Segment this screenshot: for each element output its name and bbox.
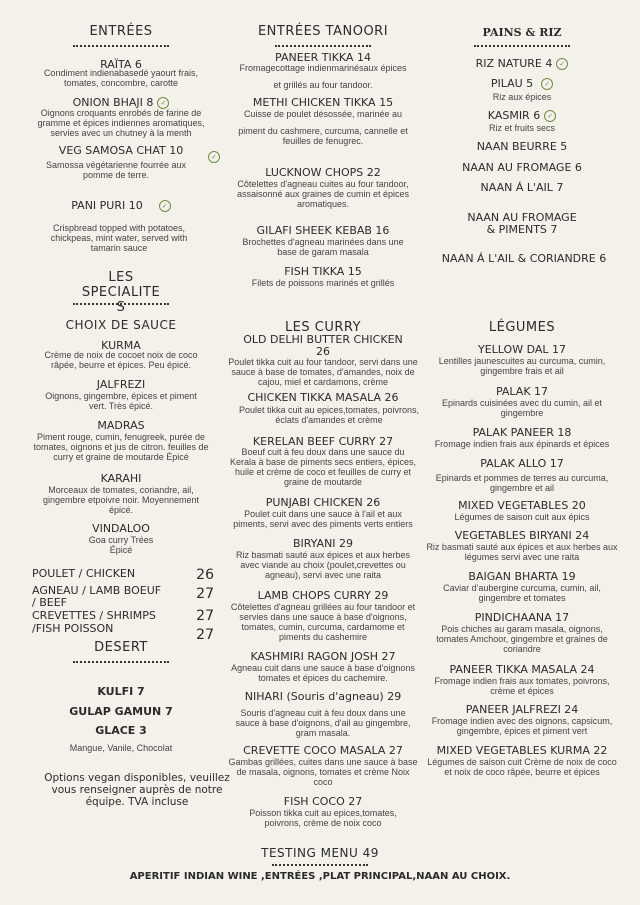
menu-item-desc: Poulet tikka cuit au epices,tomates, poivrons, éclats d'amandes et crème: [238, 405, 420, 425]
leaf-icon: ✓: [159, 200, 171, 212]
sauce-desc: Oignons, gingembre, épices et piment vert. Très épicé.: [45, 391, 197, 411]
sauce-desc: Morceaux de tomates, coriandre, ail, gingembre etpoivre noir. Moyennement épicé.: [42, 485, 200, 515]
menu-item-desc: Fromagecottage indienmarinésaux épices: [239, 63, 407, 73]
menu-item-desc: Côtelettes d'agneau cuites au four tandoor, assaisonné aux graines de cumin et épices aromatiques.: [236, 179, 410, 209]
menu-item-desc: Condiment indienabasedé yaourt frais, tomates, concombre, carotte: [43, 68, 199, 88]
menu-item-onion-bhaji: ONION BHAJI 8 ✓: [28, 97, 214, 109]
menu-item-desc: Légumes de saison cuit aux épics: [454, 512, 590, 522]
menu-item-desc: Epinards et pommes de terres au curcuma, gingembre et ail: [435, 473, 609, 493]
menu-item-desc: Côtelettes d'agneau grillées au four tandoor et servies dans une sauce à base d'oignons, tomates, cumin, curcuma, cardamome et piments du cashemire: [230, 602, 416, 642]
menu-item-naan-fromage-piments: NAAN AU FROMAGE & PIMENTS 7: [467, 211, 577, 236]
menu-item-desc: Riz et fruits secs: [488, 123, 555, 133]
menu-item-desc: Riz basmati sauté aux épices et aux herbes aux légumes servi avec une raita: [426, 542, 618, 562]
leaf-icon: ✓: [157, 97, 169, 109]
divider: [73, 661, 169, 663]
menu-item-biryani: BIRYANI 29: [292, 537, 354, 550]
price-value: 27: [196, 586, 214, 602]
menu-item-butter-chicken: OLD DELHI BUTTER CHICKEN 26: [243, 333, 403, 358]
menu-item-naan-beurre: NAAN BEURRE 5: [476, 140, 568, 153]
price-value: 26: [196, 567, 214, 583]
menu-item-kasmir: KASMIR 6 ✓: [432, 110, 612, 122]
menu-item-fish-coco: FISH COCO 27: [283, 795, 363, 808]
menu-item-desc: Agneau cuit dans une sauce à base d'oignons tomates et épices du cachemire.: [231, 663, 415, 683]
vegan-note: Options vegan disponibles, veuillez vous renseigner auprès de notre équipe. TVA incluse: [44, 772, 230, 808]
sauce-desc: Crème de noix de cocoet noix de coco râpée, beurre et épices. Peu épicé.: [44, 350, 198, 370]
menu-item-ragon-josh: KASHMIRI RAGON JOSH 27: [250, 650, 396, 663]
menu-item-desc: Crispbread topped with potatoes, chickpeas, mint water, served with tamarin sauce: [50, 223, 188, 253]
menu-item-gilafi-sheek: GILAFI SHEEK KEBAB 16: [256, 224, 390, 237]
menu-item-desc: Pois chiches au garam masala, oignons, tomates Amchoor, gingembre et graines de coriandre: [436, 624, 608, 654]
divider: [474, 45, 570, 47]
dessert-glace-desc: Mangue, Vanile, Chocolat: [69, 743, 173, 753]
menu-item-palak: PALAK 17: [495, 385, 549, 398]
menu-item-veg-samosa: VEG SAMOSA CHAT 10: [58, 144, 184, 157]
sauce-karahi: KARAHI: [100, 472, 142, 485]
menu-item-desc: Poisson tikka cuit au epices,tomates, poivrons, crème de noix coco: [249, 808, 397, 828]
sauce-desc: Piment rouge, cumin, fenugreek, purée de tomates, oignons et jus de citron. feuilles de curry et graine de moutarde Épicé: [33, 432, 209, 462]
price-value: 27: [196, 627, 214, 643]
menu-item-paneer-tikka: PANEER TIKKA 14: [275, 51, 371, 64]
menu-item-desc: Poulet cuit dans une sauce à l'ail et aux piments, servi avec des piments verts entiers: [233, 509, 413, 529]
menu-item-fish-tikka: FISH TIKKA 15: [284, 265, 362, 278]
menu-item-desc: Cuisse de poulet désossée, marinée au: [243, 109, 403, 119]
menu-item-punjabi-chicken: PUNJABI CHICKEN 26: [265, 496, 381, 509]
menu-item-desc: Brochettes d'agneau marinées dans une base de garam masala: [242, 237, 404, 257]
menu-item-naan-ail: NAAN Á L'AIL 7: [480, 181, 564, 194]
menu-item-naan-ail-coriandre: NAAN Á L'AIL & CORIANDRE 6: [441, 252, 607, 265]
legumes-title: LÉGUMES: [488, 320, 556, 335]
menu-item-kerelan-beef: KERELAN BEEF CURRY 27: [252, 435, 394, 448]
menu-item-desc: Samossa végétarienne fourrée aux pomme de terre.: [45, 160, 187, 180]
menu-item-mixed-veg-kurma: MIXED VEGETABLES KURMA 22: [436, 744, 608, 757]
menu-item-methi-chicken: METHI CHICKEN TIKKA 15: [252, 96, 394, 109]
price-label: POULET / CHICKEN: [32, 567, 136, 580]
menu-item-desc: Fromage indien avec des oignons, capsicum, gingembre, épices et piment vert: [431, 716, 613, 736]
menu-item-desc: Riz aux épices: [492, 92, 552, 102]
testing-menu-desc: APERITIF INDIAN WINE ,ENTRÉES ,PLAT PRINCIPAL,NAAN AU CHOIX.: [129, 871, 511, 882]
menu-item-desc: Epinards cuisinées avec du cumin, ail et gingembre: [441, 398, 603, 418]
menu-item-desc: Riz basmati sauté aux épices et aux herbes avec viande au choix (poulet,crevettes ou agneau), servi avec une raita: [235, 550, 411, 580]
curry-title: LES CURRY: [284, 320, 362, 335]
choix-sauce-title: CHOIX DE SAUCE: [65, 318, 177, 332]
leaf-icon: ✓: [544, 110, 556, 122]
menu-item-paneer-tikka-masala: PANEER TIKKA MASALA 24: [449, 663, 595, 676]
sauce-kurma: KURMA: [101, 339, 141, 352]
menu-item-desc: Fromage indien frais aux tomates, poivrons, crème et épices: [434, 676, 610, 696]
price-label: CREVETTES / SHRIMPS: [32, 609, 156, 622]
leaf-icon: ✓: [208, 151, 220, 163]
leaf-icon: ✓: [541, 78, 553, 90]
desert-title: DESERT: [94, 640, 148, 655]
menu-item-desc: et grillés au four tandoor.: [273, 80, 373, 90]
menu-item-pani-puri: PANI PURI 10 ✓: [28, 200, 214, 212]
menu-item-pindichaana: PINDICHAANA 17: [474, 611, 570, 624]
menu-item-desc: Souris d'agneau cuit à feu doux dans une sauce à base d'oignons, d'ail au gingembre, gram masala.: [235, 708, 411, 738]
sauce-vindaloo: VINDALOO: [92, 522, 150, 535]
menu-item-desc: Boeuf cuit à feu doux dans une sauce du Kerala à base de piments secs entiers, épices, huile et crème de coco et feuilles de curry et graine de moutarde: [229, 447, 417, 487]
menu-item-desc: Oignons croquants enrobés de farine de gramme et épices indiennes aromatiques, servies avec un chutney à la menth: [37, 108, 205, 138]
menu-item-lamb-chops-curry: LAMB CHOPS CURRY 29: [257, 589, 389, 602]
tandoori-title: ENTRÉES TANOORI: [257, 24, 389, 39]
pains-riz-title: PAINS & RIZ: [482, 26, 562, 39]
divider: [73, 303, 169, 305]
dessert-glace: GLACE 3: [95, 724, 147, 737]
leaf-icon: ✓: [556, 58, 568, 70]
price-row: [32, 622, 214, 643]
menu-item-palak-paneer: PALAK PANEER 18: [472, 426, 572, 439]
menu-item-naan-fromage: NAAN AU FROMAGE 6: [462, 161, 582, 174]
price-label: /FISH POISSON: [32, 622, 114, 635]
dessert-gulap-gamun: GULAP GAMUN 7: [69, 705, 173, 718]
divider: [275, 45, 371, 47]
menu-item-lucknow-chops: LUCKNOW CHOPS 22: [265, 166, 381, 179]
menu-item-chicken-tikka-masala: CHICKEN TIKKA MASALA 26: [247, 391, 399, 404]
dessert-kulfi: KULFI 7: [97, 685, 145, 698]
sauce-madras: MADRAS: [97, 419, 145, 432]
divider: [73, 45, 169, 47]
testing-menu-title: TESTING MENU 49: [261, 846, 379, 860]
price-value: 27: [196, 608, 214, 624]
menu-item-crevette-coco: CREVETTE COCO MASALA 27: [243, 744, 403, 757]
menu-item-yellow-dal: YELLOW DAL 17: [478, 343, 566, 356]
sauce-desc: Goa curry Trées Épicé: [88, 535, 154, 555]
menu-item-desc: Poulet tikka cuit au four tandoor, servi dans une sauce à base de tomates, d'amandes, noix de cajou, miel et cardamons, crème: [228, 357, 418, 387]
sauce-jalfrezi: JALFREZI: [96, 378, 146, 391]
menu-item-desc: Légumes de saison cuit Crème de noix de coco et noix de coco râpée, beurre et épices: [427, 757, 617, 777]
price-row: [32, 568, 214, 585]
divider: [272, 864, 368, 866]
price-row: [32, 585, 214, 610]
price-label: AGNEAU / LAMB BOEUF / BEEF: [32, 584, 162, 609]
menu-item-mixed-vegetables: MIXED VEGETABLES 20: [458, 499, 586, 512]
menu-item-desc: Caviar d'aubergine curcuma, cumin, ail, gingembre et tomates: [443, 583, 601, 603]
menu-item-palak-allo: PALAK ALLO 17: [480, 457, 564, 470]
menu-item-desc: Fromage indien frais aux épinards et épices: [434, 439, 610, 449]
menu-item-nihari: NIHARI (Souris d'agneau) 29: [244, 690, 402, 703]
specialites-title: LES SPECIALITE S: [81, 270, 161, 315]
menu-item-vegetables-biryani: VEGETABLES BIRYANI 24: [454, 529, 590, 542]
menu-item-pilau: PILAU 5 ✓: [432, 78, 612, 90]
menu-item-paneer-jalfrezi: PANEER JALFREZI 24: [465, 703, 579, 716]
entrees-title: ENTRÉES: [89, 24, 153, 39]
menu-item-desc: Filets de poissons marinés et grillés: [251, 278, 395, 288]
menu-item-desc: Lentilles jaunescuites au curcuma, cumin, gingembre frais et ail: [438, 356, 606, 376]
menu-item-desc: piment du cashmere, curcuma, cannelle et feuilles de fenugrec.: [238, 126, 408, 146]
menu-item-riz-nature: RIZ NATURE 4 ✓: [432, 58, 612, 70]
menu-item-baigan-bharta: BAIGAN BHARTA 19: [468, 570, 576, 583]
protein-price-table: [32, 567, 214, 643]
menu-item-desc: Gambas grillées, cuites dans une sauce à base de masala, oignons, tomates et crème Noix coco: [228, 757, 418, 787]
menu-item-raita: RAÏTA 6: [100, 58, 142, 71]
